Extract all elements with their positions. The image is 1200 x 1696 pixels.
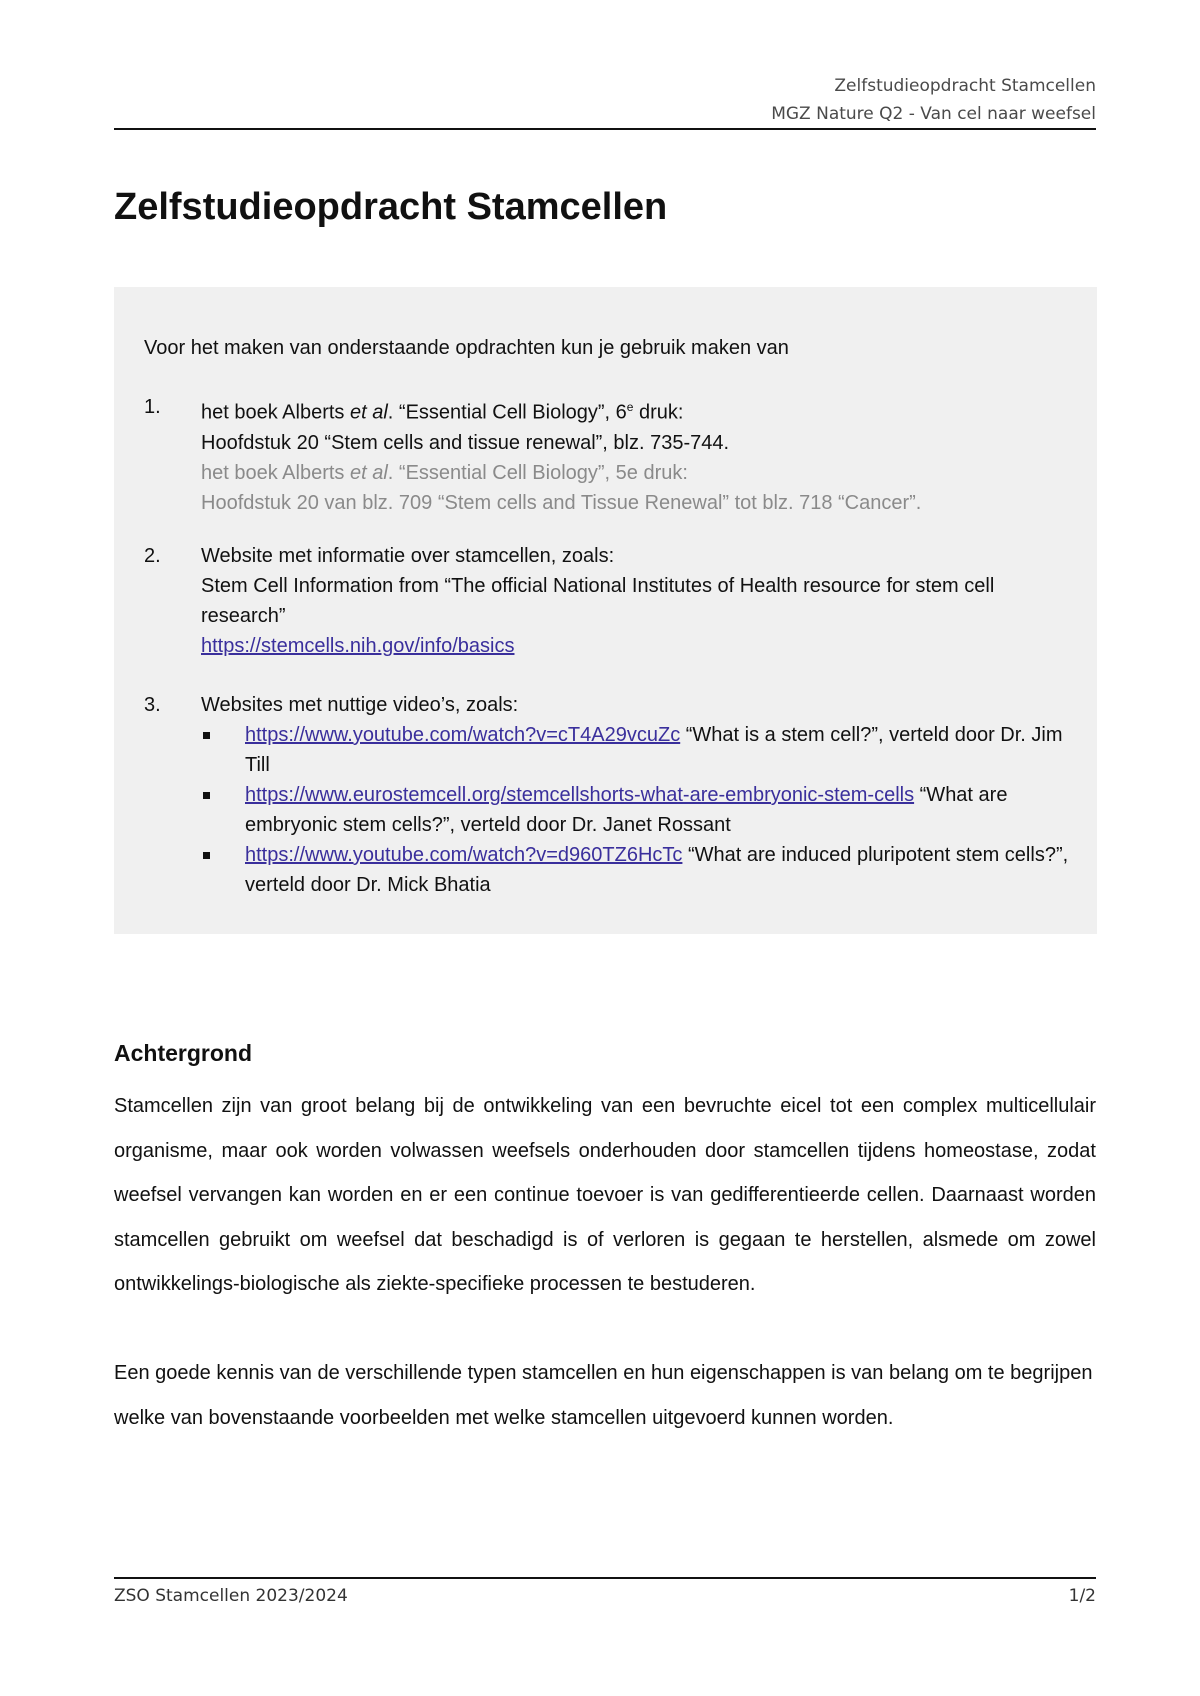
header-line-1: Zelfstudieopdracht Stamcellen bbox=[834, 76, 1096, 96]
video-link[interactable]: https://www.youtube.com/watch?v=cT4A29vcuZc bbox=[245, 724, 681, 746]
page-number: 1/2 bbox=[1068, 1586, 1096, 1606]
document-title: Zelfstudieopdracht Stamcellen bbox=[114, 186, 668, 228]
resources-intro: Voor het maken van onderstaande opdrachten kun je gebruik maken van bbox=[144, 337, 789, 359]
superscript: e bbox=[626, 400, 634, 414]
text-fragment: het boek Alberts bbox=[201, 401, 350, 424]
chapter-5e-line: Hoofdstuk 20 van blz. 709 “Stem cells and Tissue Renewal” tot blz. 718 “Cancer”. bbox=[201, 491, 922, 514]
item-number: 1. bbox=[144, 396, 161, 418]
page-header bbox=[114, 72, 1096, 128]
section-heading: Achtergrond bbox=[114, 1040, 252, 1066]
text-fragment: druk: bbox=[633, 401, 684, 424]
text-italic: et al bbox=[349, 401, 388, 424]
video-link[interactable]: https://www.youtube.com/watch?v=d960TZ6HcTc bbox=[245, 844, 683, 866]
item-number: 2. bbox=[144, 545, 161, 567]
background-paragraph-1: Stamcellen zijn van groot belang bij de ontwikkeling van een bevruchte eicel tot een complex multicellulair organisme, maar ook worden volwassen weefsels onderhouden door stamcellen tijdens homeostase, zodat weefsel vervangen kan worden en er een continue toevoer is van gedifferentieerde cellen. Daarnaast worden stamcellen gebruikt om weefsel dat beschadigd is of verloren is gegaan te herstellen, alsmede om zowel ontwikkelings-biologische als ziekte-specifieke processen te bestuderen. bbox=[114, 1095, 1096, 1296]
background-paragraph-2: Een goede kennis van de verschillende typen stamcellen en hun eigenschappen is van belang om te begrijpen welke van bovenstaande voorbeelden met welke stamcellen uitgevoerd kunnen worden. bbox=[114, 1362, 1093, 1429]
book-6e-line bbox=[201, 392, 1081, 428]
bullet-square-icon bbox=[203, 792, 210, 799]
videos-intro-line: Websites met nuttige video’s, zoals: bbox=[201, 694, 519, 716]
book-5e-line bbox=[201, 458, 1081, 488]
bullet-square-icon bbox=[203, 852, 210, 859]
header-line-2: MGZ Nature Q2 - Van cel naar weefsel bbox=[771, 104, 1096, 124]
bullet-square-icon bbox=[203, 732, 210, 739]
video-link[interactable]: https://www.eurostemcell.org/stemcellshorts-what-are-embryonic-stem-cells bbox=[245, 784, 915, 806]
video-description: “What are embryonic stem cells?”, verteld door Dr. Janet Rossant bbox=[245, 784, 1008, 836]
text-italic: et al bbox=[349, 461, 388, 484]
footer-document-label: ZSO Stamcellen 2023/2024 bbox=[114, 1586, 348, 1606]
item-number: 3. bbox=[144, 694, 161, 716]
header-divider bbox=[114, 128, 1096, 130]
chapter-6e-line: Hoofdstuk 20 “Stem cells and tissue renewal”, blz. 735-744. bbox=[201, 431, 730, 454]
video-description: “What are induced pluripotent stem cells?”, verteld door Dr. Mick Bhatia bbox=[245, 844, 1069, 896]
nih-link-line bbox=[201, 631, 1081, 661]
video-description: “What is a stem cell?”, verteld door Dr. Jim Till bbox=[245, 724, 1063, 776]
nih-link[interactable]: https://stemcells.nih.gov/info/basics bbox=[201, 635, 515, 657]
website-intro-line: Website met informatie over stamcellen, zoals: bbox=[201, 545, 615, 567]
text-fragment: het boek Alberts bbox=[201, 461, 350, 484]
footer-divider bbox=[114, 1577, 1096, 1579]
text-fragment: . “Essential Cell Biology”, 5e druk: bbox=[387, 461, 688, 484]
website-description: Stem Cell Information from “The official National Institutes of Health resource for stem cell research” bbox=[201, 575, 995, 627]
text-fragment: . “Essential Cell Biology”, 6 bbox=[387, 401, 627, 424]
